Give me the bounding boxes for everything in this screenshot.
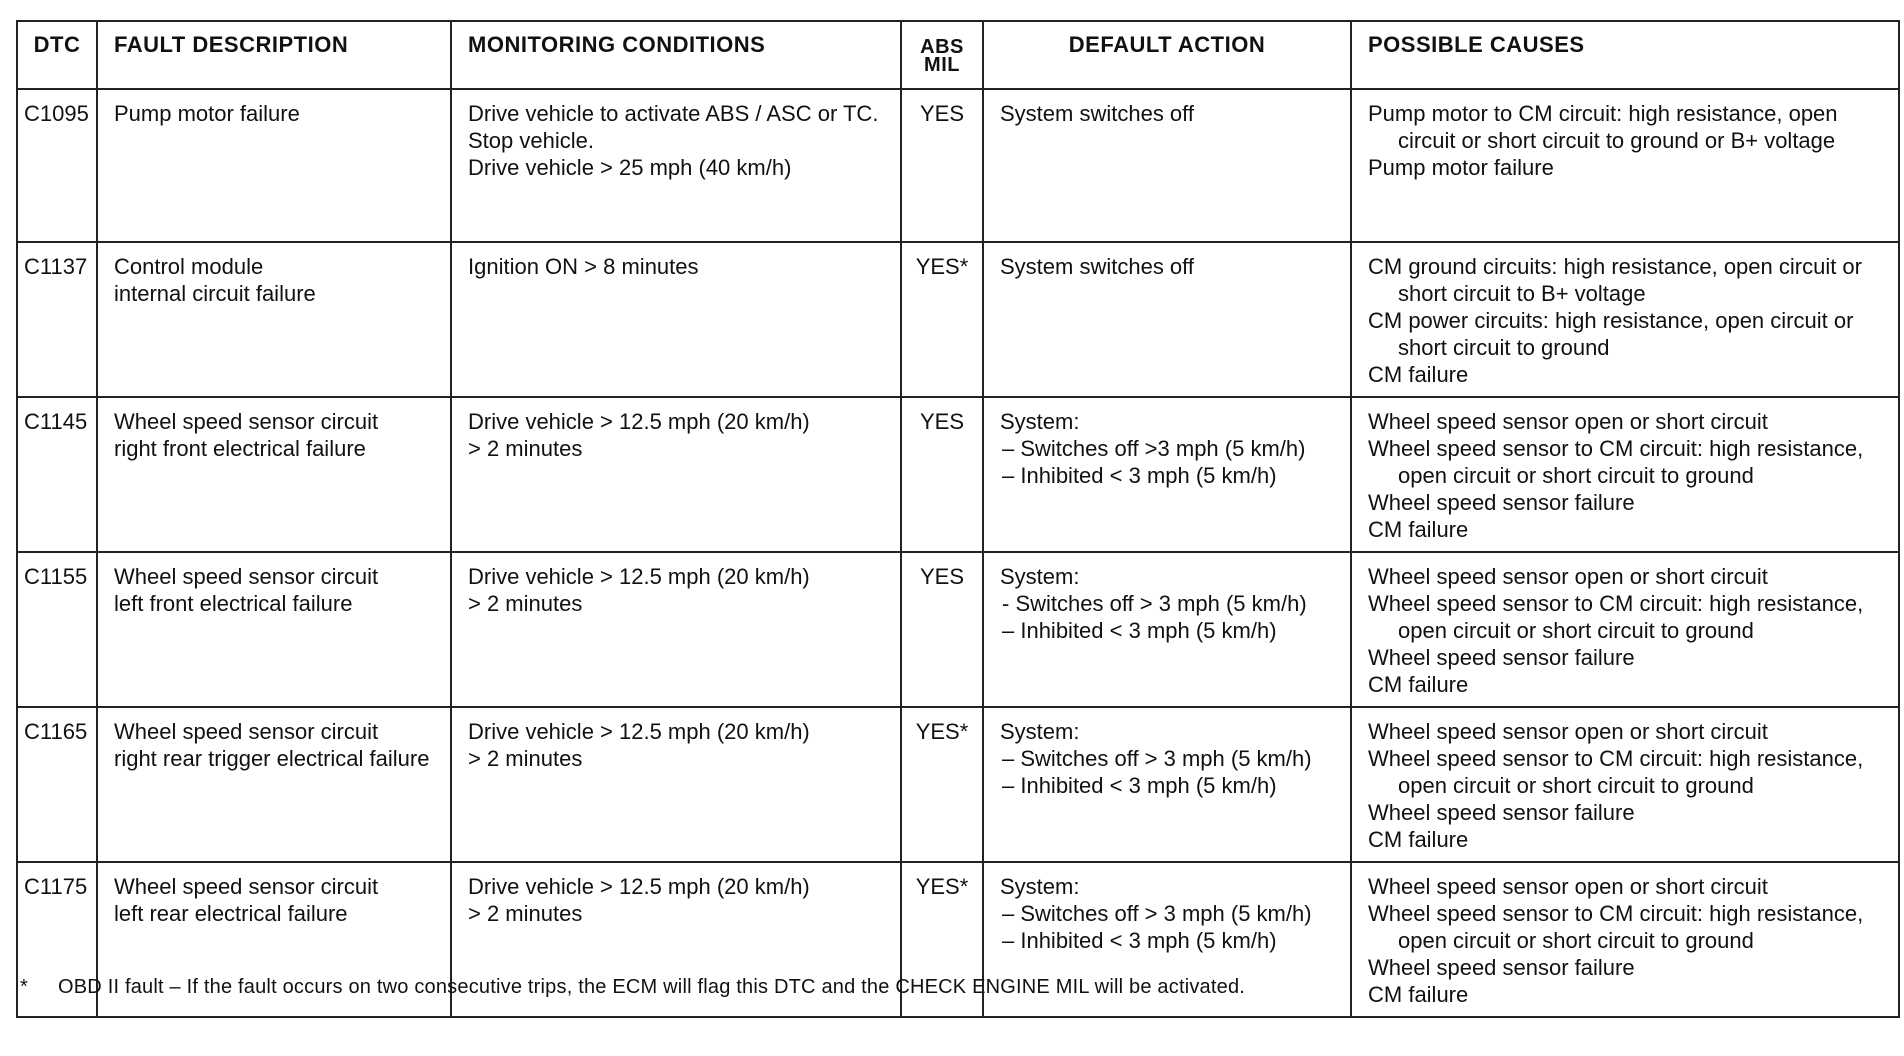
- monitoring-conditions-line: > 2 minutes: [468, 901, 583, 926]
- default-action-line: System switches off: [1000, 254, 1194, 279]
- possible-causes-line: CM failure: [1368, 827, 1469, 852]
- footnote-text: OBD II fault – If the fault occurs on two consecutive trips, the ECM will flag this DTC and the CHECK ENGINE MIL will be activated.: [58, 976, 1246, 998]
- possible-causes-line: Wheel speed sensor to CM circuit: high resistance,: [1368, 436, 1864, 461]
- fault-description-line: Wheel speed sensor circuit: [114, 874, 379, 899]
- table-row: [17, 397, 1899, 552]
- fault-description-line: Wheel speed sensor circuit: [114, 719, 379, 744]
- monitoring-conditions-line: > 2 minutes: [468, 746, 583, 771]
- monitoring-conditions-line: Ignition ON > 8 minutes: [468, 254, 699, 279]
- dtc-code-cell: C1155: [17, 552, 97, 707]
- possible-causes-line: CM failure: [1368, 672, 1469, 697]
- default-action-line: System:: [1000, 719, 1080, 744]
- dtc-code-cell: C1137: [17, 242, 97, 397]
- possible-causes-line: Wheel speed sensor open or short circuit: [1368, 874, 1768, 899]
- footnote: [20, 976, 1245, 999]
- default-action-line: System:: [1000, 564, 1080, 589]
- possible-causes-cell: [1351, 707, 1899, 862]
- monitoring-conditions-line: > 2 minutes: [468, 591, 583, 616]
- header-possible-causes: POSSIBLE CAUSES: [1351, 21, 1899, 89]
- possible-causes-line: circuit or short circuit to ground or B+ voltage: [1398, 128, 1836, 153]
- default-action-line: – Inhibited < 3 mph (5 km/h): [1002, 463, 1277, 488]
- monitoring-conditions-line: Drive vehicle > 12.5 mph (20 km/h): [468, 719, 810, 744]
- abs-mil-cell: YES: [901, 89, 983, 242]
- default-action-cell: [983, 397, 1351, 552]
- possible-causes-cell: [1351, 552, 1899, 707]
- default-action-line: System:: [1000, 409, 1080, 434]
- fault-description-line: left rear electrical failure: [114, 901, 348, 926]
- possible-causes-line: Wheel speed sensor open or short circuit: [1368, 409, 1768, 434]
- possible-causes-line: CM failure: [1368, 517, 1469, 542]
- monitoring-conditions-cell: [451, 707, 901, 862]
- default-action-cell: [983, 552, 1351, 707]
- abs-mil-cell: YES*: [901, 707, 983, 862]
- fault-description-cell: [97, 89, 451, 242]
- dtc-code-cell: C1095: [17, 89, 97, 242]
- possible-causes-line: open circuit or short circuit to ground: [1398, 618, 1754, 643]
- fault-description-line: Control module: [114, 254, 264, 279]
- monitoring-conditions-line: Stop vehicle.: [468, 128, 594, 153]
- table-row: [17, 552, 1899, 707]
- fault-description-cell: [97, 242, 451, 397]
- dtc-document: [16, 20, 1898, 1018]
- monitoring-conditions-cell: [451, 242, 901, 397]
- possible-causes-line: Wheel speed sensor failure: [1368, 645, 1635, 670]
- default-action-line: – Switches off > 3 mph (5 km/h): [1002, 746, 1312, 771]
- abs-mil-cell: YES: [901, 552, 983, 707]
- possible-causes-line: Pump motor failure: [1368, 155, 1554, 180]
- default-action-line: – Inhibited < 3 mph (5 km/h): [1002, 773, 1277, 798]
- fault-description-line: Wheel speed sensor circuit: [114, 564, 379, 589]
- header-abs-mil: [901, 21, 983, 89]
- fault-description-line: internal circuit failure: [114, 281, 316, 306]
- possible-causes-line: Wheel speed sensor open or short circuit: [1368, 719, 1768, 744]
- header-row: [17, 21, 1899, 89]
- dtc-table: [16, 20, 1900, 1018]
- fault-description-line: Pump motor failure: [114, 101, 300, 126]
- monitoring-conditions-cell: [451, 397, 901, 552]
- header-default-action: DEFAULT ACTION: [983, 21, 1351, 89]
- table-body: [17, 89, 1899, 1017]
- default-action-cell: [983, 89, 1351, 242]
- possible-causes-line: short circuit to ground: [1398, 335, 1610, 360]
- fault-description-line: right rear trigger electrical failure: [114, 746, 430, 771]
- header-dtc: DTC: [17, 21, 97, 89]
- default-action-line: – Switches off >3 mph (5 km/h): [1002, 436, 1306, 461]
- possible-causes-line: open circuit or short circuit to ground: [1398, 463, 1754, 488]
- header-monitoring-conditions: MONITORING CONDITIONS: [451, 21, 901, 89]
- default-action-line: - Switches off > 3 mph (5 km/h): [1002, 591, 1307, 616]
- possible-causes-line: open circuit or short circuit to ground: [1398, 773, 1754, 798]
- table-row: [17, 707, 1899, 862]
- possible-causes-cell: [1351, 89, 1899, 242]
- default-action-cell: [983, 707, 1351, 862]
- fault-description-cell: [97, 707, 451, 862]
- possible-causes-line: CM power circuits: high resistance, open circuit or: [1368, 308, 1854, 333]
- header-abs-line1: ABS: [920, 36, 964, 58]
- fault-description-line: left front electrical failure: [114, 591, 353, 616]
- possible-causes-line: Pump motor to CM circuit: high resistance, open: [1368, 101, 1838, 126]
- monitoring-conditions-line: Drive vehicle to activate ABS / ASC or TC.: [468, 101, 879, 126]
- possible-causes-line: Wheel speed sensor open or short circuit: [1368, 564, 1768, 589]
- possible-causes-cell: [1351, 862, 1899, 1017]
- fault-description-cell: [97, 552, 451, 707]
- possible-causes-line: CM failure: [1368, 982, 1469, 1007]
- default-action-line: System:: [1000, 874, 1080, 899]
- abs-mil-cell: YES: [901, 397, 983, 552]
- monitoring-conditions-line: Drive vehicle > 12.5 mph (20 km/h): [468, 564, 810, 589]
- header-abs-line2: MIL: [924, 54, 960, 76]
- possible-causes-line: Wheel speed sensor to CM circuit: high resistance,: [1368, 591, 1864, 616]
- possible-causes-line: CM ground circuits: high resistance, open circuit or: [1368, 254, 1862, 279]
- abs-mil-cell: YES*: [901, 242, 983, 397]
- default-action-line: System switches off: [1000, 101, 1194, 126]
- fault-description-line: right front electrical failure: [114, 436, 366, 461]
- dtc-code-cell: C1165: [17, 707, 97, 862]
- monitoring-conditions-line: > 2 minutes: [468, 436, 583, 461]
- possible-causes-line: open circuit or short circuit to ground: [1398, 928, 1754, 953]
- default-action-cell: [983, 242, 1351, 397]
- default-action-line: – Inhibited < 3 mph (5 km/h): [1002, 618, 1277, 643]
- possible-causes-cell: [1351, 397, 1899, 552]
- monitoring-conditions-line: Drive vehicle > 12.5 mph (20 km/h): [468, 874, 810, 899]
- header-fault-description: FAULT DESCRIPTION: [97, 21, 451, 89]
- default-action-line: – Switches off > 3 mph (5 km/h): [1002, 901, 1312, 926]
- dtc-code-cell: C1175: [17, 862, 97, 1017]
- possible-causes-line: CM failure: [1368, 362, 1469, 387]
- dtc-code-cell: C1145: [17, 397, 97, 552]
- abs-mil-cell: YES*: [901, 862, 983, 1017]
- footnote-mark: *: [20, 976, 28, 998]
- possible-causes-line: Wheel speed sensor to CM circuit: high resistance,: [1368, 746, 1864, 771]
- monitoring-conditions-line: Drive vehicle > 25 mph (40 km/h): [468, 155, 792, 180]
- monitoring-conditions-cell: [451, 89, 901, 242]
- fault-description-cell: [97, 397, 451, 552]
- possible-causes-line: Wheel speed sensor failure: [1368, 955, 1635, 980]
- possible-causes-line: Wheel speed sensor failure: [1368, 800, 1635, 825]
- possible-causes-line: short circuit to B+ voltage: [1398, 281, 1646, 306]
- monitoring-conditions-cell: [451, 552, 901, 707]
- possible-causes-line: Wheel speed sensor failure: [1368, 490, 1635, 515]
- fault-description-line: Wheel speed sensor circuit: [114, 409, 379, 434]
- possible-causes-cell: [1351, 242, 1899, 397]
- monitoring-conditions-line: Drive vehicle > 12.5 mph (20 km/h): [468, 409, 810, 434]
- possible-causes-line: Wheel speed sensor to CM circuit: high resistance,: [1368, 901, 1864, 926]
- table-row: [17, 89, 1899, 242]
- table-row: [17, 242, 1899, 397]
- default-action-line: – Inhibited < 3 mph (5 km/h): [1002, 928, 1277, 953]
